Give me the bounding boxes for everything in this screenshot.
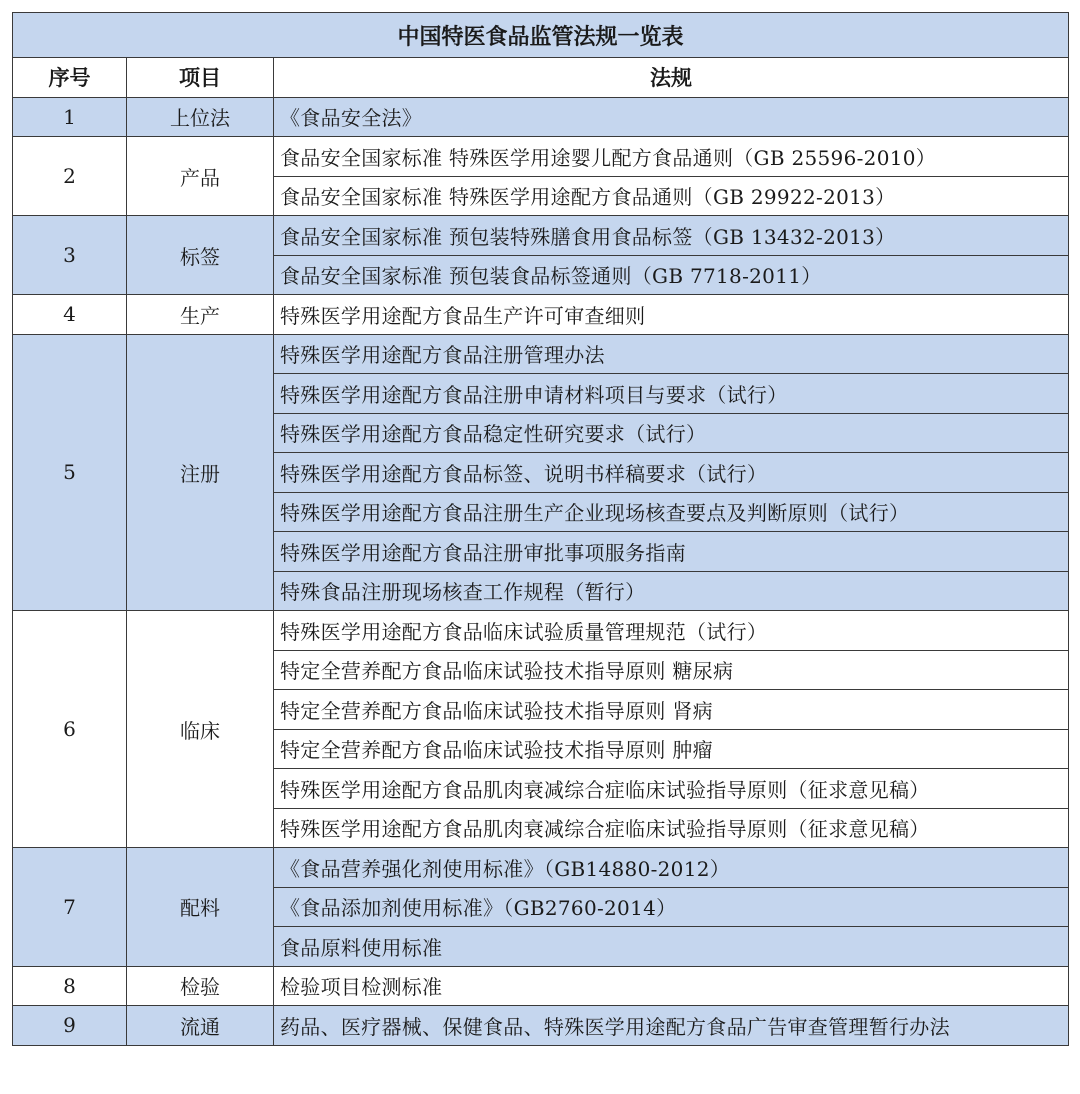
regulation-cell: 食品原料使用标准 <box>274 927 1069 967</box>
table-row <box>13 295 1069 335</box>
regulation-cell: 食品安全国家标准 预包装特殊膳食用食品标签（GB 13432-2013） <box>274 216 1069 256</box>
regulation-cell: 特殊医学用途配方食品注册申请材料项目与要求（试行） <box>274 374 1069 414</box>
regulation-cell: 特定全营养配方食品临床试验技术指导原则 糖尿病 <box>274 650 1069 690</box>
item-cell: 临床 <box>127 611 274 848</box>
row-number-cell: 4 <box>13 295 127 335</box>
row-number-cell: 2 <box>13 137 127 216</box>
regulation-cell: 《食品安全法》 <box>274 97 1069 137</box>
table-row <box>13 1006 1069 1046</box>
row-number-cell: 6 <box>13 611 127 848</box>
item-cell: 产品 <box>127 137 274 216</box>
regulation-cell: 特殊医学用途配方食品注册生产企业现场核查要点及判断原则（试行） <box>274 492 1069 532</box>
regulation-cell: 食品安全国家标准 预包装食品标签通则（GB 7718-2011） <box>274 255 1069 295</box>
table-row <box>13 966 1069 1006</box>
regulation-cell: 特殊医学用途配方食品肌肉衰减综合症临床试验指导原则（征求意见稿） <box>274 769 1069 809</box>
header-item: 项目 <box>127 58 274 98</box>
item-cell: 上位法 <box>127 97 274 137</box>
table-body <box>13 97 1069 1045</box>
table-row <box>13 97 1069 137</box>
row-number-cell: 5 <box>13 334 127 611</box>
regulation-cell: 《食品添加剂使用标准》（GB2760-2014） <box>274 887 1069 927</box>
item-cell: 生产 <box>127 295 274 335</box>
regulation-cell: 《食品营养强化剂使用标准》（GB14880-2012） <box>274 848 1069 888</box>
regulation-cell: 食品安全国家标准 特殊医学用途配方食品通则（GB 29922-2013） <box>274 176 1069 216</box>
table-row <box>13 848 1069 888</box>
regulation-cell: 食品安全国家标准 特殊医学用途婴儿配方食品通则（GB 25596-2010） <box>274 137 1069 177</box>
header-no: 序号 <box>13 58 127 98</box>
row-number-cell: 9 <box>13 1006 127 1046</box>
title-row <box>13 13 1069 58</box>
regulation-cell: 特殊医学用途配方食品稳定性研究要求（试行） <box>274 413 1069 453</box>
row-number-cell: 1 <box>13 97 127 137</box>
table-row <box>13 334 1069 374</box>
regulation-cell: 特定全营养配方食品临床试验技术指导原则 肿瘤 <box>274 729 1069 769</box>
item-cell: 注册 <box>127 334 274 611</box>
item-cell: 标签 <box>127 216 274 295</box>
regulation-cell: 特殊医学用途配方食品肌肉衰减综合症临床试验指导原则（征求意见稿） <box>274 808 1069 848</box>
row-number-cell: 3 <box>13 216 127 295</box>
regulation-cell: 特殊医学用途配方食品注册审批事项服务指南 <box>274 532 1069 572</box>
table-row <box>13 137 1069 177</box>
header-regulation: 法规 <box>274 58 1069 98</box>
table-title: 中国特医食品监管法规一览表 <box>13 13 1069 58</box>
regulation-cell: 特殊食品注册现场核查工作规程（暂行） <box>274 571 1069 611</box>
regulation-cell: 特殊医学用途配方食品标签、说明书样稿要求（试行） <box>274 453 1069 493</box>
item-cell: 检验 <box>127 966 274 1006</box>
regulation-cell: 特殊医学用途配方食品临床试验质量管理规范（试行） <box>274 611 1069 651</box>
regulation-cell: 检验项目检测标准 <box>274 966 1069 1006</box>
table-row <box>13 611 1069 651</box>
regulation-cell: 特定全营养配方食品临床试验技术指导原则 肾病 <box>274 690 1069 730</box>
regulation-cell: 特殊医学用途配方食品生产许可审查细则 <box>274 295 1069 335</box>
regulation-cell: 特殊医学用途配方食品注册管理办法 <box>274 334 1069 374</box>
item-cell: 流通 <box>127 1006 274 1046</box>
row-number-cell: 7 <box>13 848 127 967</box>
regulation-cell: 药品、医疗器械、保健食品、特殊医学用途配方食品广告审查管理暂行办法 <box>274 1006 1069 1046</box>
row-number-cell: 8 <box>13 966 127 1006</box>
item-cell: 配料 <box>127 848 274 967</box>
header-row <box>13 58 1069 98</box>
regulations-table <box>12 12 1069 1046</box>
table-row <box>13 216 1069 256</box>
